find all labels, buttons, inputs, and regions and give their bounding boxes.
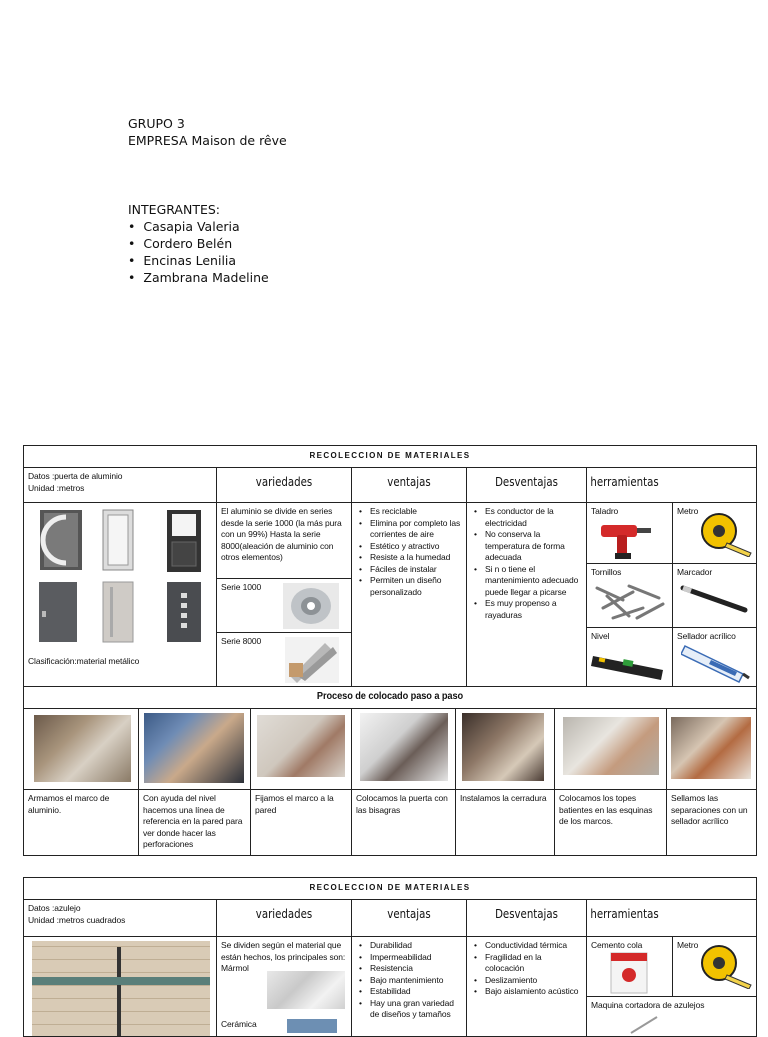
- list-item: • Bajo mantenimiento: [370, 975, 462, 987]
- list-item: • Fragilidad en la colocación: [485, 952, 582, 975]
- tile-accent-strip: [32, 977, 210, 985]
- step-photo-cell-1: [24, 709, 139, 790]
- tool-label: Taladro: [591, 506, 619, 516]
- materials-table-aluminum: [23, 445, 757, 856]
- step-text-4: Colocamos la puerta con las bisagras: [352, 790, 456, 856]
- desventajas-list: [471, 940, 582, 998]
- datos-text: Datos :azulejo: [28, 903, 81, 913]
- member-list: [128, 218, 287, 286]
- list-item: • Es muy propenso a rayaduras: [485, 598, 582, 621]
- col-herramientas: [587, 900, 757, 937]
- tool-tornillos: [587, 564, 673, 628]
- aluminum-coil-image: [283, 583, 339, 629]
- col-desventajas: [467, 900, 587, 937]
- list-item: • Impermeabilidad: [370, 952, 462, 964]
- aluminum-profiles-image: [285, 637, 339, 683]
- desventajas-cell: [467, 937, 587, 1037]
- company-label: EMPRESA Maison de rêve: [128, 133, 287, 148]
- step-text-6: Colocamos los topes batientes en las esquinas de los marcos.: [555, 790, 667, 856]
- door-image-4: [38, 581, 78, 643]
- serie-1000-label: Serie 1000: [221, 582, 262, 592]
- col-header-label: variedades: [255, 475, 313, 489]
- desventajas-list: [471, 506, 582, 621]
- tool-label: Metro: [677, 940, 699, 950]
- col-header-label: herramientas: [590, 475, 659, 489]
- serie-8000-label: Serie 8000: [221, 636, 262, 646]
- doors-image-cell: [24, 503, 217, 687]
- col-header-label: Desventajas: [495, 475, 558, 489]
- level-icon: [591, 646, 667, 682]
- tile-image-cell: [24, 937, 217, 1037]
- col-herramientas: [587, 468, 757, 503]
- list-item: • Casapia Valeria: [128, 219, 240, 234]
- list-item: • Resiste a la humedad: [370, 552, 462, 564]
- ceramic-sample-image: [287, 1019, 337, 1033]
- tile-cutter-icon: [627, 1013, 687, 1037]
- datos-text: Datos :puerta de aluminio: [28, 471, 123, 481]
- step-photo-cell-4: [352, 709, 456, 790]
- door-image-6: [166, 581, 202, 643]
- unidad-text: Unidad :metros cuadrados: [28, 914, 126, 925]
- list-item: • Resistencia: [370, 963, 462, 975]
- door-image-2: [102, 509, 134, 571]
- list-item: • Elimina por completo las corrientes de aire: [370, 518, 462, 541]
- door-image-5: [102, 581, 134, 643]
- ventajas-cell: [352, 503, 467, 687]
- integrantes-label: INTEGRANTES:: [128, 202, 221, 217]
- col-header-label: variedades: [255, 907, 313, 921]
- step-text-3: Fijamos el marco a la pared: [251, 790, 352, 856]
- tool-label: Marcador: [677, 567, 713, 577]
- table-title: RECOLECCION DE MATERIALES: [24, 878, 757, 900]
- step-text-5: Instalamos la cerradura: [456, 790, 555, 856]
- datos-cell: [24, 468, 217, 503]
- drill-icon: [597, 517, 657, 561]
- step-photo-2: [144, 713, 244, 783]
- list-item: • Durabilidad: [370, 940, 462, 952]
- step-photo-4: [360, 713, 448, 781]
- proceso-title: Proceso de colocado paso a paso: [316, 690, 464, 702]
- step-photo-7: [671, 717, 751, 779]
- step-text-2: Con ayuda del nivel hacemos una línea de referencia en la pared para ver donde hacer las perforaciones: [139, 790, 251, 856]
- materials-table-tile: [23, 877, 757, 1037]
- step-photo-1: [34, 715, 131, 782]
- list-item: • Estabilidad: [370, 986, 462, 998]
- serie-8000-cell: [217, 633, 352, 687]
- marker-icon: [679, 582, 751, 616]
- list-item: • Si n o tiene el mantenimiento adecuado puede llegar a picarse: [485, 564, 582, 599]
- variedades-next-text: Cerámica: [221, 1019, 257, 1029]
- tool-cortadora: [587, 997, 757, 1037]
- list-item: • Estético y atractivo: [370, 541, 462, 553]
- cement-bag-icon: [609, 951, 649, 995]
- step-photo-cell-2: [139, 709, 251, 790]
- variedades-text: El aluminio se divide en series desde la serie 1000 (la más pura con un 99%) Hasta la serie 8000(aleación de aluminio con otros elementos): [221, 506, 342, 562]
- ventajas-cell: [352, 937, 467, 1037]
- list-item: • Permiten un diseño personalizado: [370, 575, 462, 598]
- col-header-label: Desventajas: [495, 907, 558, 921]
- list-item: • Zambrana Madeline: [128, 270, 269, 285]
- ventajas-list: [356, 506, 462, 598]
- col-header-label: ventajas: [387, 475, 431, 489]
- step-text-1: Armamos el marco de aluminio.: [24, 790, 139, 856]
- col-ventajas: [352, 900, 467, 937]
- tool-metro: [673, 503, 757, 564]
- proceso-title-row: [24, 687, 757, 709]
- list-item: • Encinas Lenilia: [128, 253, 237, 268]
- unidad-text: Unidad :metros: [28, 482, 85, 493]
- tool-metro: [673, 937, 757, 997]
- datos-cell: [24, 900, 217, 937]
- tape-measure-icon: [697, 943, 753, 989]
- group-label: GRUPO 3: [128, 116, 185, 131]
- tool-nivel: [587, 628, 673, 687]
- header-block: [128, 115, 287, 286]
- col-header-label: ventajas: [387, 907, 431, 921]
- ventajas-list: [356, 940, 462, 1021]
- clasificacion-text: Clasificación:material metálico: [28, 656, 140, 666]
- door-image-3: [166, 509, 202, 573]
- tool-label: Tornillos: [591, 567, 622, 577]
- list-item: • Bajo aislamiento acústico: [485, 986, 582, 998]
- tool-marcador: [673, 564, 757, 628]
- sealant-tube-icon: [681, 642, 751, 684]
- table-title: RECOLECCION DE MATERIALES: [24, 446, 757, 468]
- list-item: • Es conductor de la electricidad: [485, 506, 582, 529]
- list-item: • Fáciles de instalar: [370, 564, 462, 576]
- list-item: • Conductividad térmica: [485, 940, 582, 952]
- tool-label: Cemento cola: [591, 940, 643, 950]
- tool-taladro: [587, 503, 673, 564]
- step-photo-cell-5: [456, 709, 555, 790]
- desventajas-cell: [467, 503, 587, 687]
- tape-measure-icon: [697, 511, 753, 557]
- step-photo-6: [563, 717, 659, 775]
- step-text-7: Sellamos las separaciones con un sellador acrílico: [667, 790, 757, 856]
- tool-sellador: [673, 628, 757, 687]
- step-photo-cell-7: [667, 709, 757, 790]
- col-variedades: [217, 468, 352, 503]
- variedades-text: Se dividen según el material que están hechos, los principales son: Mármol: [221, 940, 346, 973]
- tool-label: Sellador acrílico: [677, 631, 736, 641]
- list-item: • Hay una gran variedad de diseños y tamaños: [370, 998, 462, 1021]
- col-ventajas: [352, 468, 467, 503]
- list-item: • No conserva la temperatura de forma adecuada: [485, 529, 582, 564]
- screws-icon: [593, 578, 667, 624]
- col-header-label: herramientas: [590, 907, 659, 921]
- tool-label: Nivel: [591, 631, 610, 641]
- variedades-cell: [217, 503, 352, 579]
- tool-label: Metro: [677, 506, 699, 516]
- col-variedades: [217, 900, 352, 937]
- step-photo-cell-6: [555, 709, 667, 790]
- list-item: • Es reciclable: [370, 506, 462, 518]
- col-desventajas: [467, 468, 587, 503]
- step-photo-3: [257, 715, 345, 777]
- list-item: • Deslizamiento: [485, 975, 582, 987]
- step-photo-5: [462, 713, 544, 781]
- door-image-1: [38, 509, 84, 571]
- variedades-cell: [217, 937, 352, 1037]
- marble-sample-image: [267, 971, 345, 1009]
- list-item: • Cordero Belén: [128, 236, 233, 251]
- serie-1000-cell: [217, 579, 352, 633]
- step-photo-cell-3: [251, 709, 352, 790]
- tool-label: Maquina cortadora de azulejos: [591, 1000, 705, 1010]
- tool-cemento-cola: [587, 937, 673, 997]
